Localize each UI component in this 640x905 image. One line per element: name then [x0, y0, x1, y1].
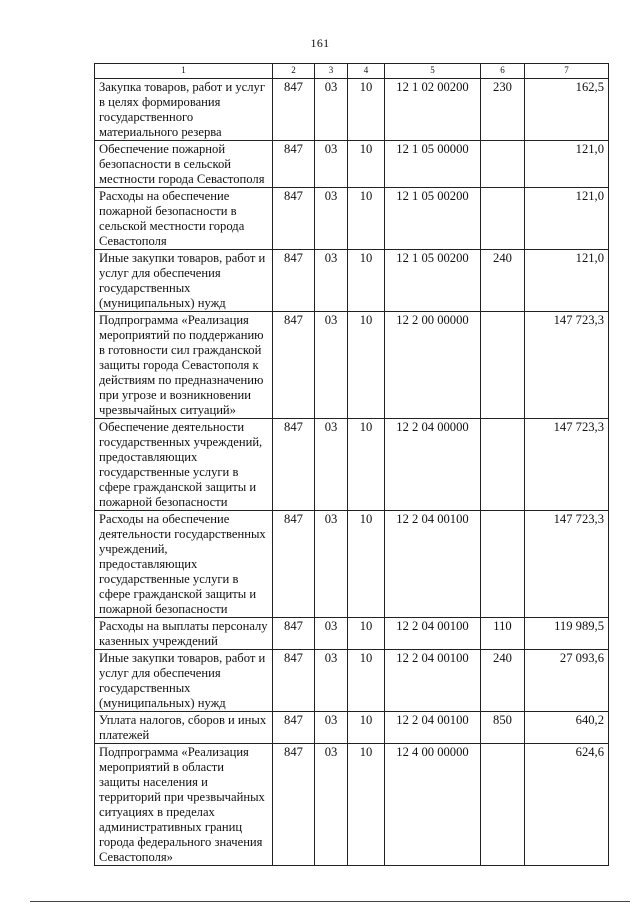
expense-type-cell: 230: [481, 79, 525, 141]
item-name-cell: Уплата налогов, сборов и иных платежей: [95, 712, 273, 744]
item-name-cell: Расходы на обеспечение деятельности государственных учреждений, предоставляющих государственные услуги в сфере гражданской защиты и пожарной безопасности: [95, 511, 273, 618]
item-name-cell: Иные закупки товаров, работ и услуг для обеспечения государственных (муниципальных) нужд: [95, 250, 273, 312]
code-cell: 847: [273, 312, 315, 419]
section-cell: 03: [315, 250, 348, 312]
code-cell: 847: [273, 712, 315, 744]
code-cell: 847: [273, 141, 315, 188]
section-cell: 03: [315, 650, 348, 712]
expense-type-cell: 850: [481, 712, 525, 744]
amount-cell: 121,0: [525, 188, 609, 250]
code-cell: 847: [273, 511, 315, 618]
target-article-cell: 12 2 04 00100: [385, 618, 481, 650]
table-row: [95, 419, 609, 511]
table-row: [95, 650, 609, 712]
header-cell: 2: [273, 64, 315, 79]
amount-cell: 119 989,5: [525, 618, 609, 650]
item-name-cell: Иные закупки товаров, работ и услуг для обеспечения государственных (муниципальных) нужд: [95, 650, 273, 712]
section-cell: 03: [315, 312, 348, 419]
header-cell: 1: [95, 64, 273, 79]
table-row: [95, 79, 609, 141]
expense-type-cell: 240: [481, 250, 525, 312]
subsection-cell: 10: [348, 141, 385, 188]
section-cell: 03: [315, 188, 348, 250]
table-row: [95, 312, 609, 419]
target-article-cell: 12 1 05 00200: [385, 188, 481, 250]
code-cell: 847: [273, 250, 315, 312]
subsection-cell: 10: [348, 650, 385, 712]
expense-type-cell: [481, 312, 525, 419]
item-name-cell: Закупка товаров, работ и услуг в целях формирования государственного материального резерва: [95, 79, 273, 141]
table-row: [95, 618, 609, 650]
header-cell: 5: [385, 64, 481, 79]
target-article-cell: 12 2 04 00100: [385, 511, 481, 618]
table-row: [95, 744, 609, 866]
amount-cell: 27 093,6: [525, 650, 609, 712]
target-article-cell: 12 1 05 00000: [385, 141, 481, 188]
subsection-cell: 10: [348, 419, 385, 511]
section-cell: 03: [315, 79, 348, 141]
subsection-cell: 10: [348, 312, 385, 419]
item-name-cell: Обеспечение пожарной безопасности в сельской местности города Севастополя: [95, 141, 273, 188]
table-row: [95, 141, 609, 188]
amount-cell: 147 723,3: [525, 312, 609, 419]
subsection-cell: 10: [348, 511, 385, 618]
section-cell: 03: [315, 618, 348, 650]
header-cell: 4: [348, 64, 385, 79]
subsection-cell: 10: [348, 79, 385, 141]
subsection-cell: 10: [348, 618, 385, 650]
expense-type-cell: [481, 744, 525, 866]
table-row: [95, 511, 609, 618]
expense-type-cell: [481, 419, 525, 511]
budget-table: [94, 63, 609, 866]
item-name-cell: Расходы на выплаты персоналу казенных учреждений: [95, 618, 273, 650]
section-cell: 03: [315, 419, 348, 511]
table-row: [95, 188, 609, 250]
expense-type-cell: 240: [481, 650, 525, 712]
target-article-cell: 12 4 00 00000: [385, 744, 481, 866]
section-cell: 03: [315, 744, 348, 866]
target-article-cell: 12 2 00 00000: [385, 312, 481, 419]
target-article-cell: 12 2 04 00100: [385, 712, 481, 744]
section-cell: 03: [315, 712, 348, 744]
code-cell: 847: [273, 419, 315, 511]
page-number: 161: [310, 36, 330, 50]
section-cell: 03: [315, 141, 348, 188]
item-name-cell: Расходы на обеспечение пожарной безопасности в сельской местности города Севастополя: [95, 188, 273, 250]
amount-cell: 640,2: [525, 712, 609, 744]
code-cell: 847: [273, 650, 315, 712]
target-article-cell: 12 1 05 00200: [385, 250, 481, 312]
target-article-cell: 12 2 04 00000: [385, 419, 481, 511]
expense-type-cell: [481, 511, 525, 618]
amount-cell: 162,5: [525, 79, 609, 141]
amount-cell: 624,6: [525, 744, 609, 866]
amount-cell: 121,0: [525, 141, 609, 188]
amount-cell: 147 723,3: [525, 511, 609, 618]
target-article-cell: 12 2 04 00100: [385, 650, 481, 712]
section-cell: 03: [315, 511, 348, 618]
code-cell: 847: [273, 618, 315, 650]
table-header-row: [95, 64, 609, 79]
expense-type-cell: [481, 188, 525, 250]
code-cell: 847: [273, 79, 315, 141]
item-name-cell: Подпрограмма «Реализация мероприятий по поддержанию в готовности сил гражданской защиты города Севастополя к действиям по предназначению при угрозе и возникновении чрезвычайных ситуаций»: [95, 312, 273, 419]
bottom-divider: [30, 901, 630, 902]
subsection-cell: 10: [348, 188, 385, 250]
table-row: [95, 712, 609, 744]
header-cell: 6: [481, 64, 525, 79]
expense-type-cell: [481, 141, 525, 188]
expense-type-cell: 110: [481, 618, 525, 650]
code-cell: 847: [273, 188, 315, 250]
item-name-cell: Обеспечение деятельности государственных учреждений, предоставляющих государственные услуги в сфере гражданской защиты и пожарной безопасности: [95, 419, 273, 511]
item-name-cell: Подпрограмма «Реализация мероприятий в области защиты населения и территорий при чрезвычайных ситуациях в пределах административных границ города федерального значения Севастополя»: [95, 744, 273, 866]
code-cell: 847: [273, 744, 315, 866]
amount-cell: 121,0: [525, 250, 609, 312]
header-cell: 7: [525, 64, 609, 79]
subsection-cell: 10: [348, 712, 385, 744]
subsection-cell: 10: [348, 250, 385, 312]
amount-cell: 147 723,3: [525, 419, 609, 511]
target-article-cell: 12 1 02 00200: [385, 79, 481, 141]
subsection-cell: 10: [348, 744, 385, 866]
table-row: [95, 250, 609, 312]
header-cell: 3: [315, 64, 348, 79]
